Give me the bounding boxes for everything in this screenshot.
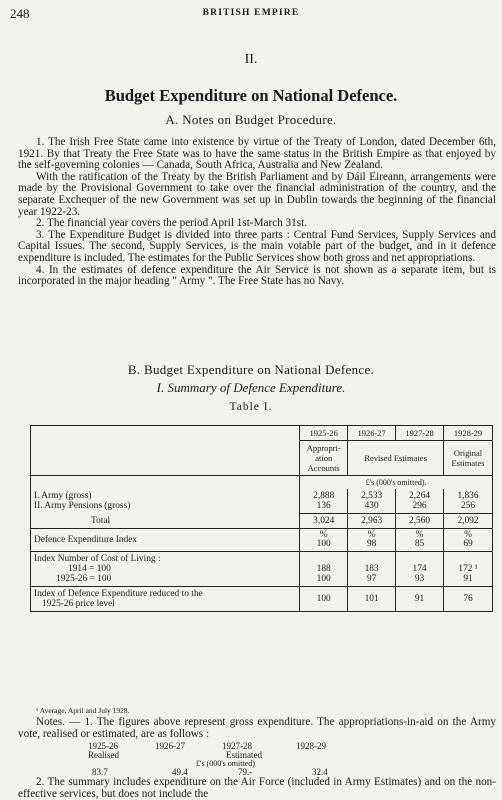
reduced-val: 101 (348, 587, 396, 612)
pension-val: 256 (460, 501, 476, 511)
notes-value: 83.7 (92, 767, 108, 777)
total-val: 2,092 (444, 514, 493, 529)
notes-year-sub: Estimated (226, 750, 262, 760)
part-numeral: II. (244, 52, 258, 67)
cell-army-1925 (300, 489, 348, 514)
defence-index-val: % 85 (396, 529, 444, 552)
col-val-cell (444, 552, 493, 587)
defence-index-val: % 98 (348, 529, 396, 552)
reduced-val: 100 (300, 587, 348, 612)
reduced-val: 91 (396, 587, 444, 612)
cell-army-1927 (396, 489, 444, 514)
defence-expenditure-table (30, 425, 493, 612)
army-label: I. Army (gross) (34, 491, 92, 502)
reduced-val: 76 (444, 587, 493, 612)
subhead-original: Original Estimates (444, 441, 493, 476)
col-1925-val: 97 (366, 574, 377, 584)
reduced-label-1: Index of Defence Expenditure reduced to the (34, 589, 203, 599)
notes-paragraph-1: Notes. — 1. The figures above represent gross expenditure. The appropriations-in-aid on the Army vote, realised or estimated, are as follows : (18, 716, 496, 740)
notes-paragraph-2: 2. The summary includes expenditure on the Air Force (included in Army Estimates) and on the non-effective services, but does not include the (18, 776, 496, 800)
cell-army-1926 (348, 489, 396, 514)
unit-note: £'s (000's omitted). (300, 476, 493, 490)
col-header: Index Number of Cost of Living : (34, 554, 161, 564)
notes-value: 49.4 (172, 767, 188, 777)
table-row-cost-of-living (31, 552, 493, 587)
reduced-label-2: 1925-26 price level (42, 599, 115, 609)
col-1914-val: 174 (412, 564, 427, 574)
table-row-reduced-index (31, 587, 493, 612)
paragraph-3: 3. The Expenditure Budget is divided into three parts : Central Fund Services, Supply Services and Capital Issues. The second, Supply Services, is the main votable part of the budget, and in it defence expenditure is included. The estimates for the Public Services show both gross and net appropriations. (18, 228, 496, 264)
reduced-index-label (31, 587, 300, 612)
table-unit-row (31, 476, 493, 490)
total-val: 2,963 (348, 514, 396, 529)
pension-val: 136 (316, 501, 331, 511)
pension-val: 296 (412, 501, 427, 511)
defence-index-val: % 69 (444, 529, 493, 552)
paragraph-1b: With the ratification of the Treaty by the British Parliament and by Dáil Eireann, arrangements were made by the Provisional Government to take over the financial administration of the country, and the separate Exchequer of the new Government was set up in Dublin towards the beginning of the financial year 1922-23. (18, 170, 496, 218)
notes-year: 1928-29 (296, 741, 326, 751)
army-val: 2,533 (361, 491, 383, 501)
col-1914-label: 1914 = 100 (68, 564, 111, 574)
subhead-revised: Revised Estimates (348, 441, 444, 476)
col-1925-val: 100 (316, 574, 331, 584)
page-number: 248 (10, 6, 30, 21)
cost-of-living-label (31, 552, 300, 587)
section-a-body (18, 137, 496, 288)
pension-val: 430 (364, 501, 379, 511)
army-val: 2,264 (409, 491, 431, 501)
table-header-years (31, 426, 493, 441)
paragraph-1: 1. The Irish Free State came into existence by virtue of the Treaty of London, dated December 6th, 1921. By that Treaty the Free State was to have the same status in the British Empire as that enjoyed by the self-governing colonies — Canada, South Africa, Australia and New Zealand. (18, 136, 496, 172)
army-val: 2,888 (313, 491, 335, 501)
subsection-title: I. Summary of Defence Expenditure. (156, 380, 346, 395)
section-b-heading: B. Budget Expenditure on National Defence. (127, 362, 375, 377)
col-1914-val: 172 ¹ (458, 564, 478, 574)
col-1914-val: 183 (364, 564, 379, 574)
row-label (31, 489, 300, 514)
col-1925-val: 93 (414, 574, 425, 584)
defence-index-val: % 100 (300, 529, 348, 552)
cell-army-1928 (444, 489, 493, 514)
total-val: 3,024 (300, 514, 348, 529)
notes-unit: £'s (000's omitted) (196, 759, 255, 768)
notes-year: 1926-27 (155, 741, 185, 751)
col-val-cell (300, 552, 348, 587)
table-title: Table I. (229, 401, 273, 413)
table-footnote: ¹ Average, April and July 1928. (36, 706, 130, 715)
total-label: Total (31, 514, 300, 529)
notes-year-sub: Realised (88, 750, 119, 760)
table-corner-lower (31, 441, 300, 476)
paragraph-4: 4. In the estimates of defence expenditure the Air Service is not shown as a separate item, but is incorporated in the major heading " Army ". The Free State has no Navy. (18, 263, 496, 288)
table-row-defence-index (31, 529, 493, 552)
notes-value: 79.- (238, 767, 253, 777)
table-corner (31, 426, 300, 441)
year-header: 1927-28 (396, 426, 444, 441)
running-head: BRITISH EMPIRE (202, 8, 300, 18)
year-header: 1925-26 (300, 426, 348, 441)
paragraph-2: 2. The financial year covers the period April 1st-March 31st. (36, 217, 308, 230)
year-header: 1926-27 (348, 426, 396, 441)
subsection-heading (0, 380, 502, 396)
defence-index-label: Defence Expenditure Index (31, 529, 300, 552)
notes-year: 1925-26 (88, 741, 118, 751)
table-row-army (31, 489, 493, 514)
pensions-label: II. Army Pensions (gross) (34, 501, 131, 512)
notes-value: 32.4 (312, 767, 328, 777)
col-1925-label: 1925-26 = 100 (56, 574, 112, 584)
army-val: 1,836 (457, 491, 479, 501)
col-1925-val: 91 (463, 574, 473, 584)
notes-year: 1927-28 (222, 741, 252, 751)
year-header: 1928-29 (444, 426, 493, 441)
table-header-sub (31, 441, 493, 476)
col-1914-val: 188 (316, 564, 331, 574)
table-row-total (31, 514, 493, 529)
col-val-cell (348, 552, 396, 587)
subhead-appropriation: Appropri-ation Accounts (300, 441, 348, 476)
section-a-heading: A. Notes on Budget Procedure. (165, 112, 337, 127)
notes-2 (18, 777, 496, 800)
notes-intro (18, 717, 496, 740)
col-val-cell (396, 552, 444, 587)
total-val: 2,560 (396, 514, 444, 529)
main-title: Budget Expenditure on National Defence. (104, 86, 398, 105)
page-header (10, 6, 492, 22)
